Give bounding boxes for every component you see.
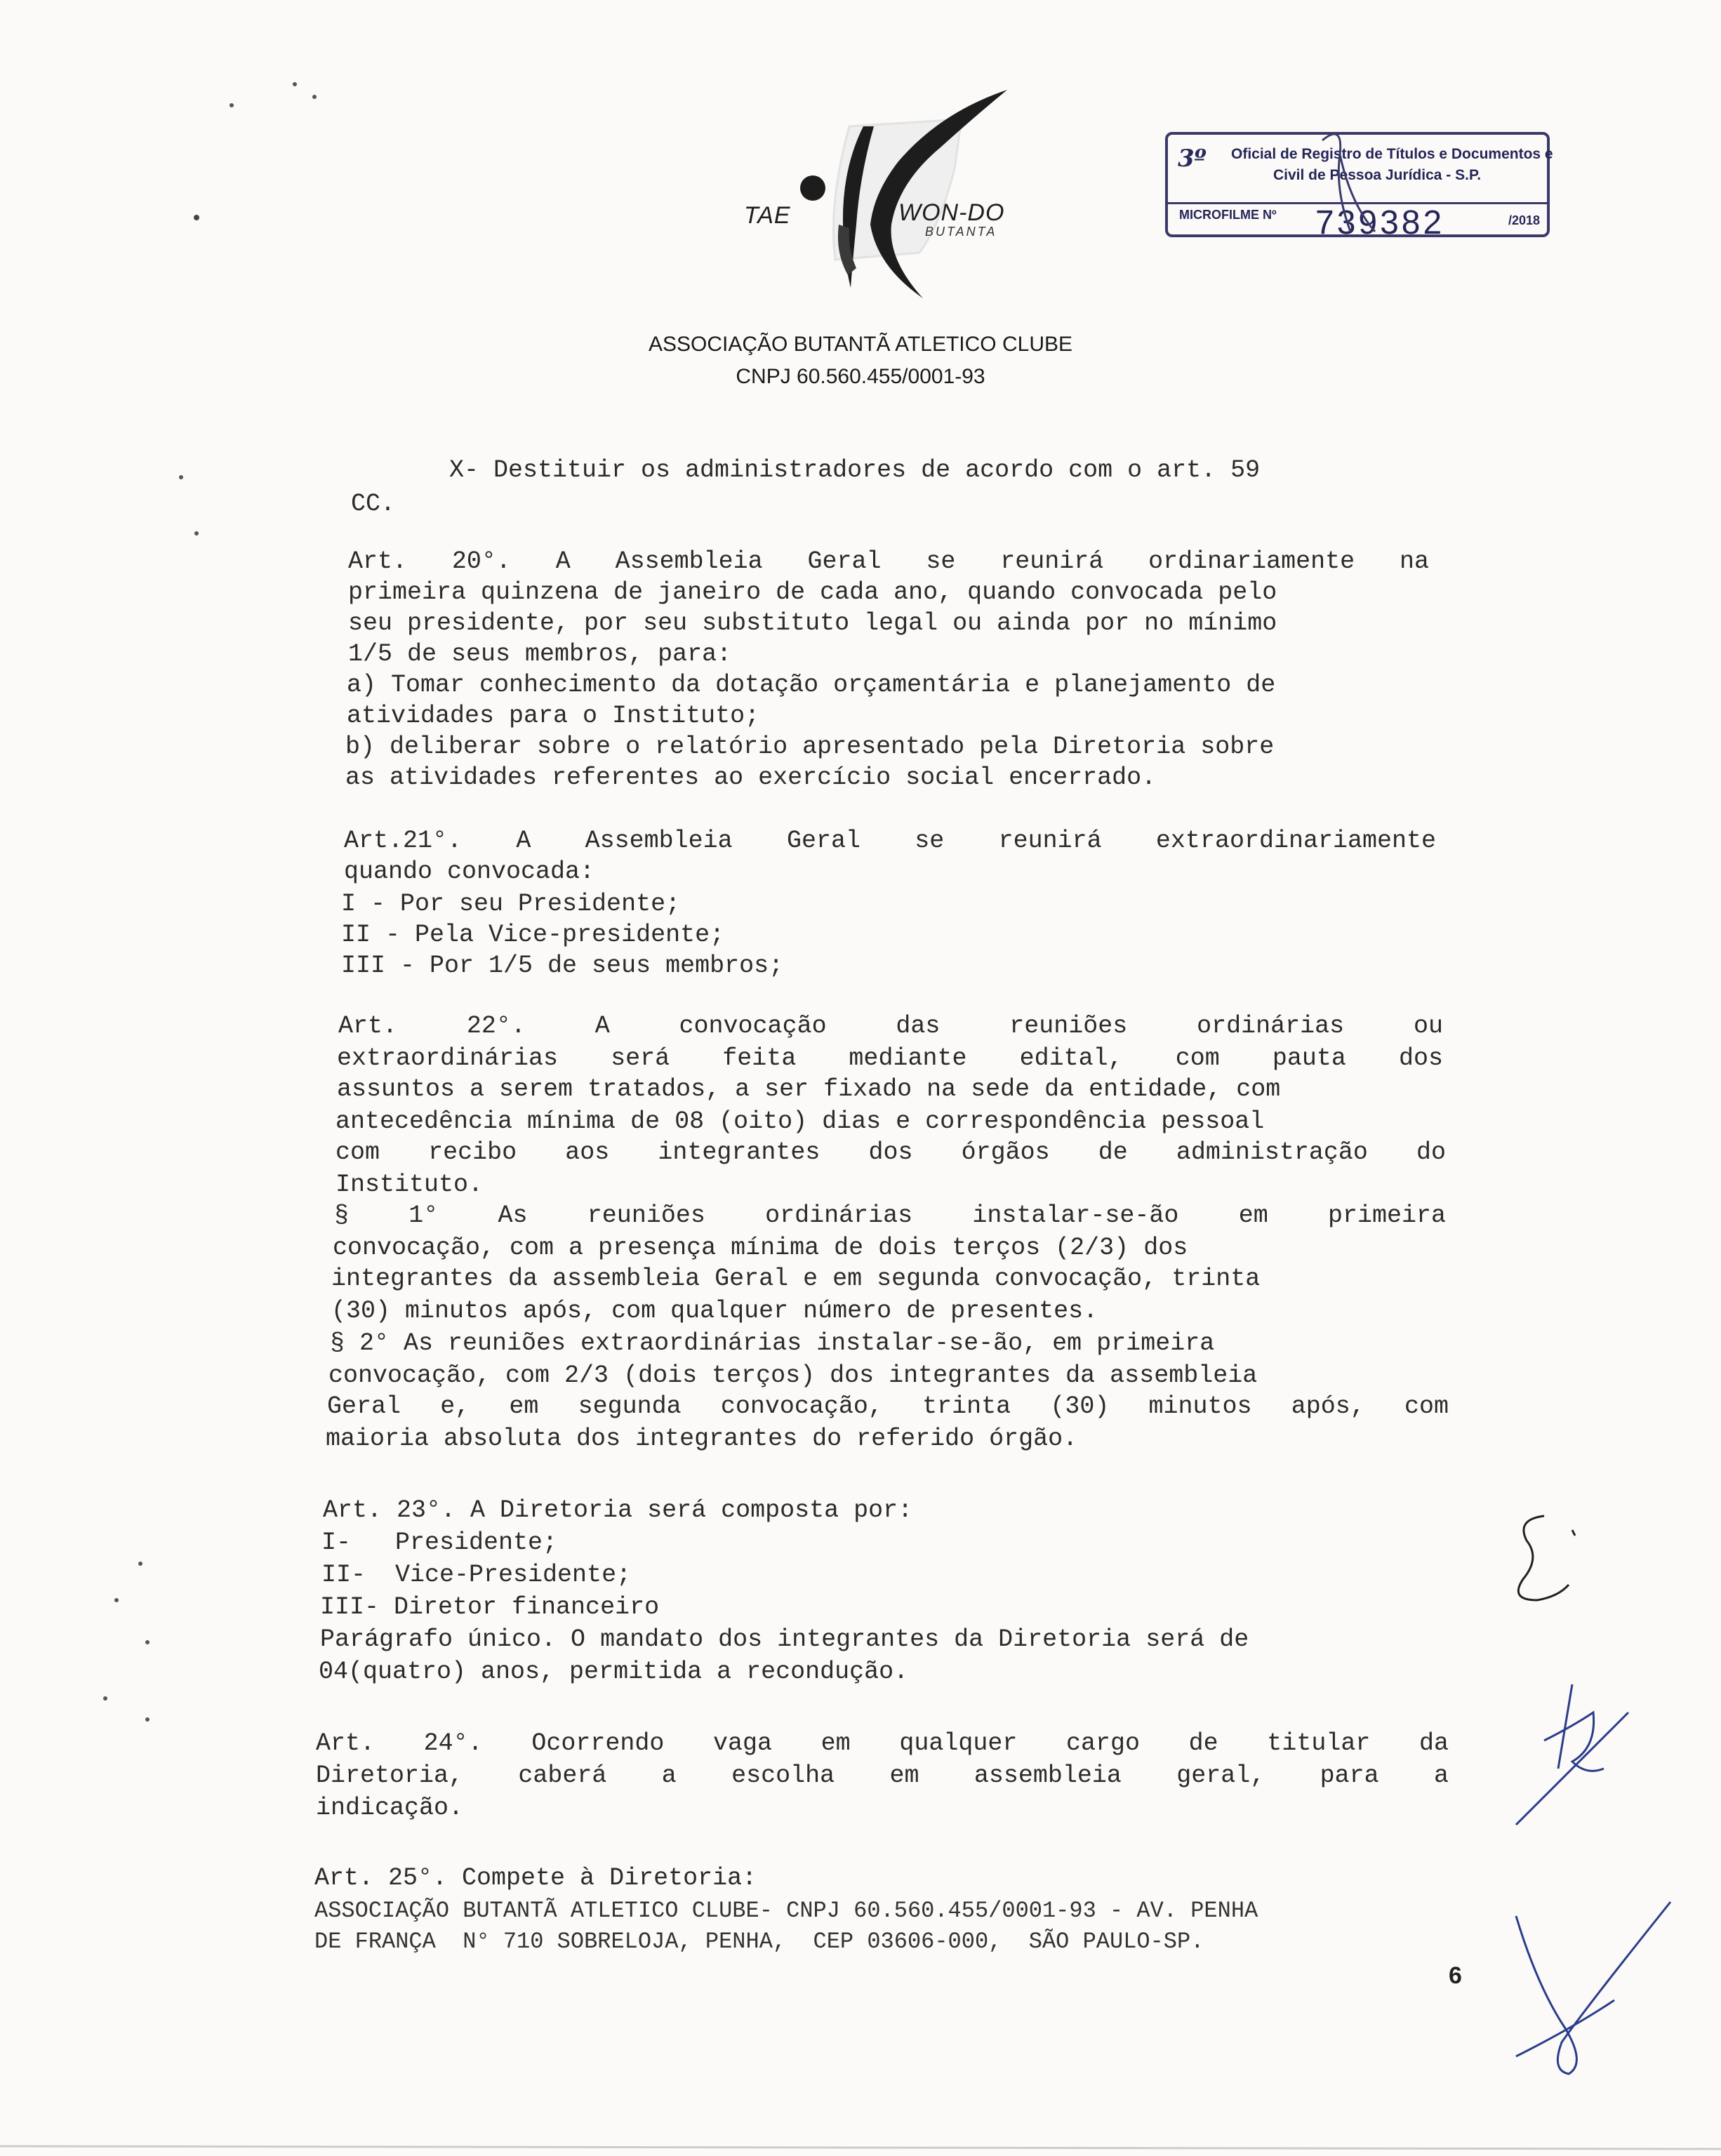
stamp-line-2: Civil de Pessoa Jurídica - S.P. bbox=[1273, 167, 1482, 183]
text-line: b) deliberar sobre o relatório apresentado pela Diretoria sobre bbox=[345, 733, 1275, 761]
stamp-logo: 3º bbox=[1178, 145, 1207, 173]
text-line: antecedência mínima de 08 (oito) dias e correspondência pessoal bbox=[335, 1107, 1265, 1136]
text-line: maioria absoluta dos integrantes do referido órgão. bbox=[326, 1425, 1078, 1453]
text-line: Instituto. bbox=[335, 1171, 484, 1199]
text-line: § 1° As reuniões ordinárias instalar-se-ão em primeira bbox=[334, 1202, 1446, 1230]
text-line: III- Diretor financeiro bbox=[320, 1593, 660, 1621]
text-line: integrantes da assembleia Geral e em segunda convocação, trinta bbox=[331, 1265, 1261, 1293]
text-line: indicação. bbox=[316, 1794, 464, 1822]
text-line: 04(quatro) anos, permitida a recondução. bbox=[319, 1658, 909, 1686]
stamp-microfilm-label: MICROFILME Nº bbox=[1179, 208, 1277, 222]
text-line: CC. bbox=[351, 490, 396, 518]
text-line: a) Tomar conhecimento da dotação orçamentária e planejamento de bbox=[347, 671, 1276, 699]
text-line: quando convocada: bbox=[344, 858, 595, 886]
text-line: Art.21°. A Assembleia Geral se reunirá extraordinariamente bbox=[344, 827, 1436, 855]
text-line: I - Por seu Presidente; bbox=[341, 890, 681, 918]
logo-tae-text: TAE bbox=[744, 202, 791, 229]
text-line: Diretoria, caberá a escolha em assembleia geral, para a bbox=[316, 1762, 1449, 1790]
footer-address-line-1: ASSOCIAÇÃO BUTANTÃ ATLETICO CLUBE- CNPJ 60.560.455/0001-93 - AV. PENHA bbox=[314, 1898, 1258, 1924]
text-line: Art. 24°. Ocorrendo vaga em qualquer cargo de titular da bbox=[316, 1729, 1449, 1757]
stamp-year: /2018 bbox=[1508, 213, 1540, 227]
text-line: convocação, com a presença mínima de dois terços (2/3) dos bbox=[333, 1234, 1188, 1262]
stamp-line-1: Oficial de Registro de Títulos e Documentos e bbox=[1231, 146, 1553, 162]
footer-address-line-2: DE FRANÇA N° 710 SOBRELOJA, PENHA, CEP 03606-000, SÃO PAULO-SP. bbox=[314, 1929, 1204, 1955]
page-number: 6 bbox=[1449, 1962, 1462, 1989]
text-line: 1/5 de seus membros, para: bbox=[348, 640, 732, 668]
text-line: primeira quinzena de janeiro de cada ano, quando convocada pelo bbox=[348, 578, 1277, 606]
text-line: Geral e, em segunda convocação, trinta (30) minutos após, com bbox=[327, 1392, 1449, 1420]
text-line: Art. 23°. A Diretoria será composta por: bbox=[323, 1496, 913, 1524]
stamp-microfilm-number: 739382 bbox=[1315, 204, 1445, 241]
text-line: com recibo aos integrantes dos órgãos de administração do bbox=[335, 1138, 1446, 1166]
text-line: assuntos a serem tratados, a ser fixado na sede da entidade, com bbox=[337, 1075, 1281, 1103]
text-line: atividades para o Instituto; bbox=[347, 702, 760, 730]
text-line: I- Presidente; bbox=[321, 1529, 558, 1557]
text-line: II- Vice-Presidente; bbox=[321, 1561, 632, 1589]
text-line: as atividades referentes ao exercício social encerrado. bbox=[345, 764, 1157, 792]
text-line: Art. 20°. A Assembleia Geral se reunirá ordinariamente na bbox=[348, 547, 1429, 575]
text-line: Art. 25°. Compete à Diretoria: bbox=[314, 1864, 757, 1892]
text-line: extraordinárias será feita mediante edital, com pauta dos bbox=[337, 1044, 1443, 1072]
text-line: convocação, com 2/3 (dois terços) dos integrantes da assembleia bbox=[328, 1362, 1258, 1390]
text-line: seu presidente, por seu substituto legal ou ainda por no mínimo bbox=[348, 609, 1277, 637]
logo-wondo-text: WON-DO bbox=[898, 199, 1005, 226]
organization-cnpj: CNPJ 60.560.455/0001-93 bbox=[736, 365, 985, 388]
text-line: (30) minutos após, com qualquer número de presentes. bbox=[331, 1297, 1098, 1325]
text-line: § 2° As reuniões extraordinárias instalar-se-ão, em primeira bbox=[330, 1329, 1215, 1357]
text-line: X- Destituir os administradores de acordo com o art. 59 bbox=[449, 456, 1261, 484]
text-line: Parágrafo único. O mandato dos integrantes da Diretoria será de bbox=[320, 1625, 1249, 1653]
text-line: III - Por 1/5 de seus membros; bbox=[341, 952, 784, 980]
text-line: Art. 22°. A convocação das reuniões ordinárias ou bbox=[338, 1012, 1443, 1040]
logo-subtext: BUTANTA bbox=[925, 225, 997, 239]
organization-name: ASSOCIAÇÃO BUTANTÃ ATLETICO CLUBE bbox=[648, 333, 1072, 356]
text-line: II - Pela Vice-presidente; bbox=[341, 921, 725, 949]
